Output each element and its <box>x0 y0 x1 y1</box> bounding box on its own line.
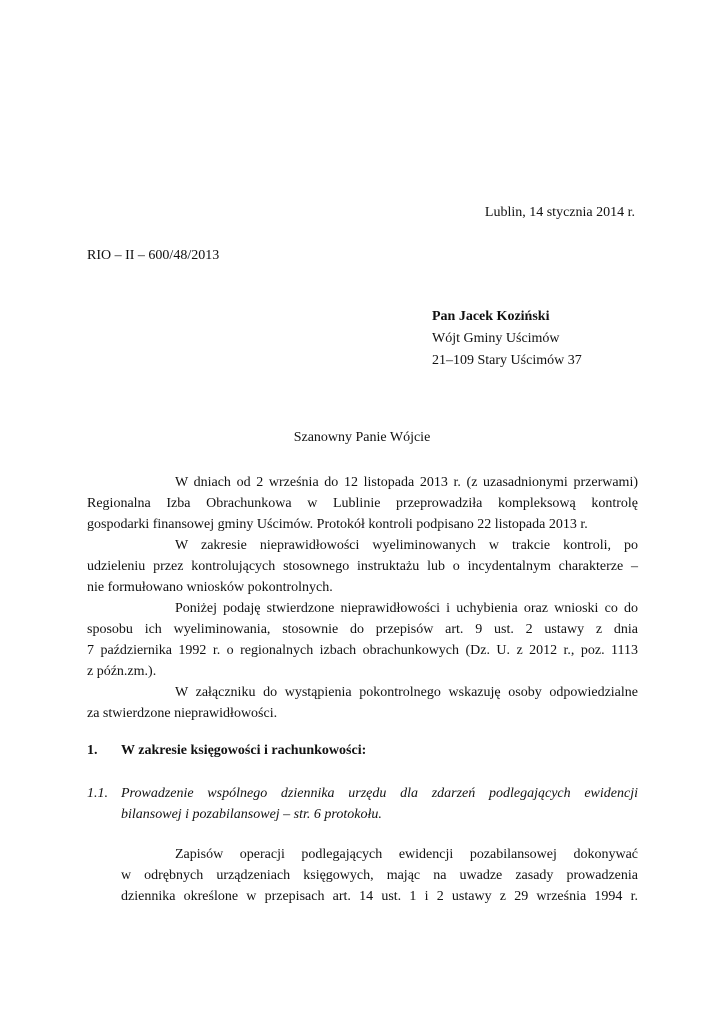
paragraph-line: W zakresie nieprawidłowości wyeliminowanych w trakcie kontroli, po <box>175 538 638 553</box>
paragraph-line: w odrębnych urządzeniach księgowych, mając na uwadze zasady prowadzenia <box>121 868 638 883</box>
reference-number: RIO – II – 600/48/2013 <box>87 248 220 263</box>
paragraph-line: W dniach od 2 września do 12 listopada 2013 r. (z uzasadnionymi przerwami) <box>175 475 638 490</box>
paragraph-line: dziennika określone w przepisach art. 14 ust. 1 i 2 ustawy z 29 września 1994 r. <box>121 889 638 904</box>
paragraph-line: gospodarki finansowej gminy Uścimów. Protokół kontroli podpisano 22 listopada 2013 r. <box>87 517 588 532</box>
subsection-number: 1.1. <box>87 786 108 801</box>
paragraph-line: W załączniku do wystąpienia pokontrolnego wskazuję osoby odpowiedzialne <box>175 685 638 700</box>
recipient-title: Wójt Gminy Uścimów <box>432 331 560 346</box>
salutation: Szanowny Panie Wójcie <box>293 430 431 445</box>
paragraph-line: za stwierdzone nieprawidłowości. <box>87 706 278 721</box>
paragraph-line: Poniżej podaję stwierdzone nieprawidłowości i uchybienia oraz wnioski co do <box>175 601 638 616</box>
place-date: Lublin, 14 stycznia 2014 r. <box>484 205 635 220</box>
section-title: W zakresie księgowości i rachunkowości: <box>121 743 367 758</box>
section-number: 1. <box>87 743 98 758</box>
paragraph-line: udzieleniu przez kontrolujących stosownego instruktażu lub o incydentalnym charakterze – <box>87 559 638 574</box>
paragraph-line: 7 października 1992 r. o regionalnych izbach obrachunkowych (Dz. U. z 2012 r., poz. 1113 <box>87 643 638 658</box>
paragraph-line: Regionalna Izba Obrachunkowa w Lublinie przeprowadziła kompleksową kontrolę <box>87 496 638 511</box>
subsection-line: bilansowej i pozabilansowej – str. 6 protokołu. <box>121 807 382 822</box>
recipient-name: Pan Jacek Koziński <box>432 309 550 324</box>
paragraph-line: Zapisów operacji podlegających ewidencji pozabilansowej dokonywać <box>175 847 638 862</box>
paragraph-line: sposobu ich wyeliminowania, stosownie do przepisów art. 9 ust. 2 ustawy z dnia <box>87 622 638 637</box>
paragraph-line: z późn.zm.). <box>87 664 157 679</box>
subsection-line: Prowadzenie wspólnego dziennika urzędu dla zdarzeń podlegających ewidencji <box>121 786 638 801</box>
recipient-address: 21–109 Stary Uścimów 37 <box>432 353 582 368</box>
paragraph-line: nie formułowano wniosków pokontrolnych. <box>87 580 333 595</box>
